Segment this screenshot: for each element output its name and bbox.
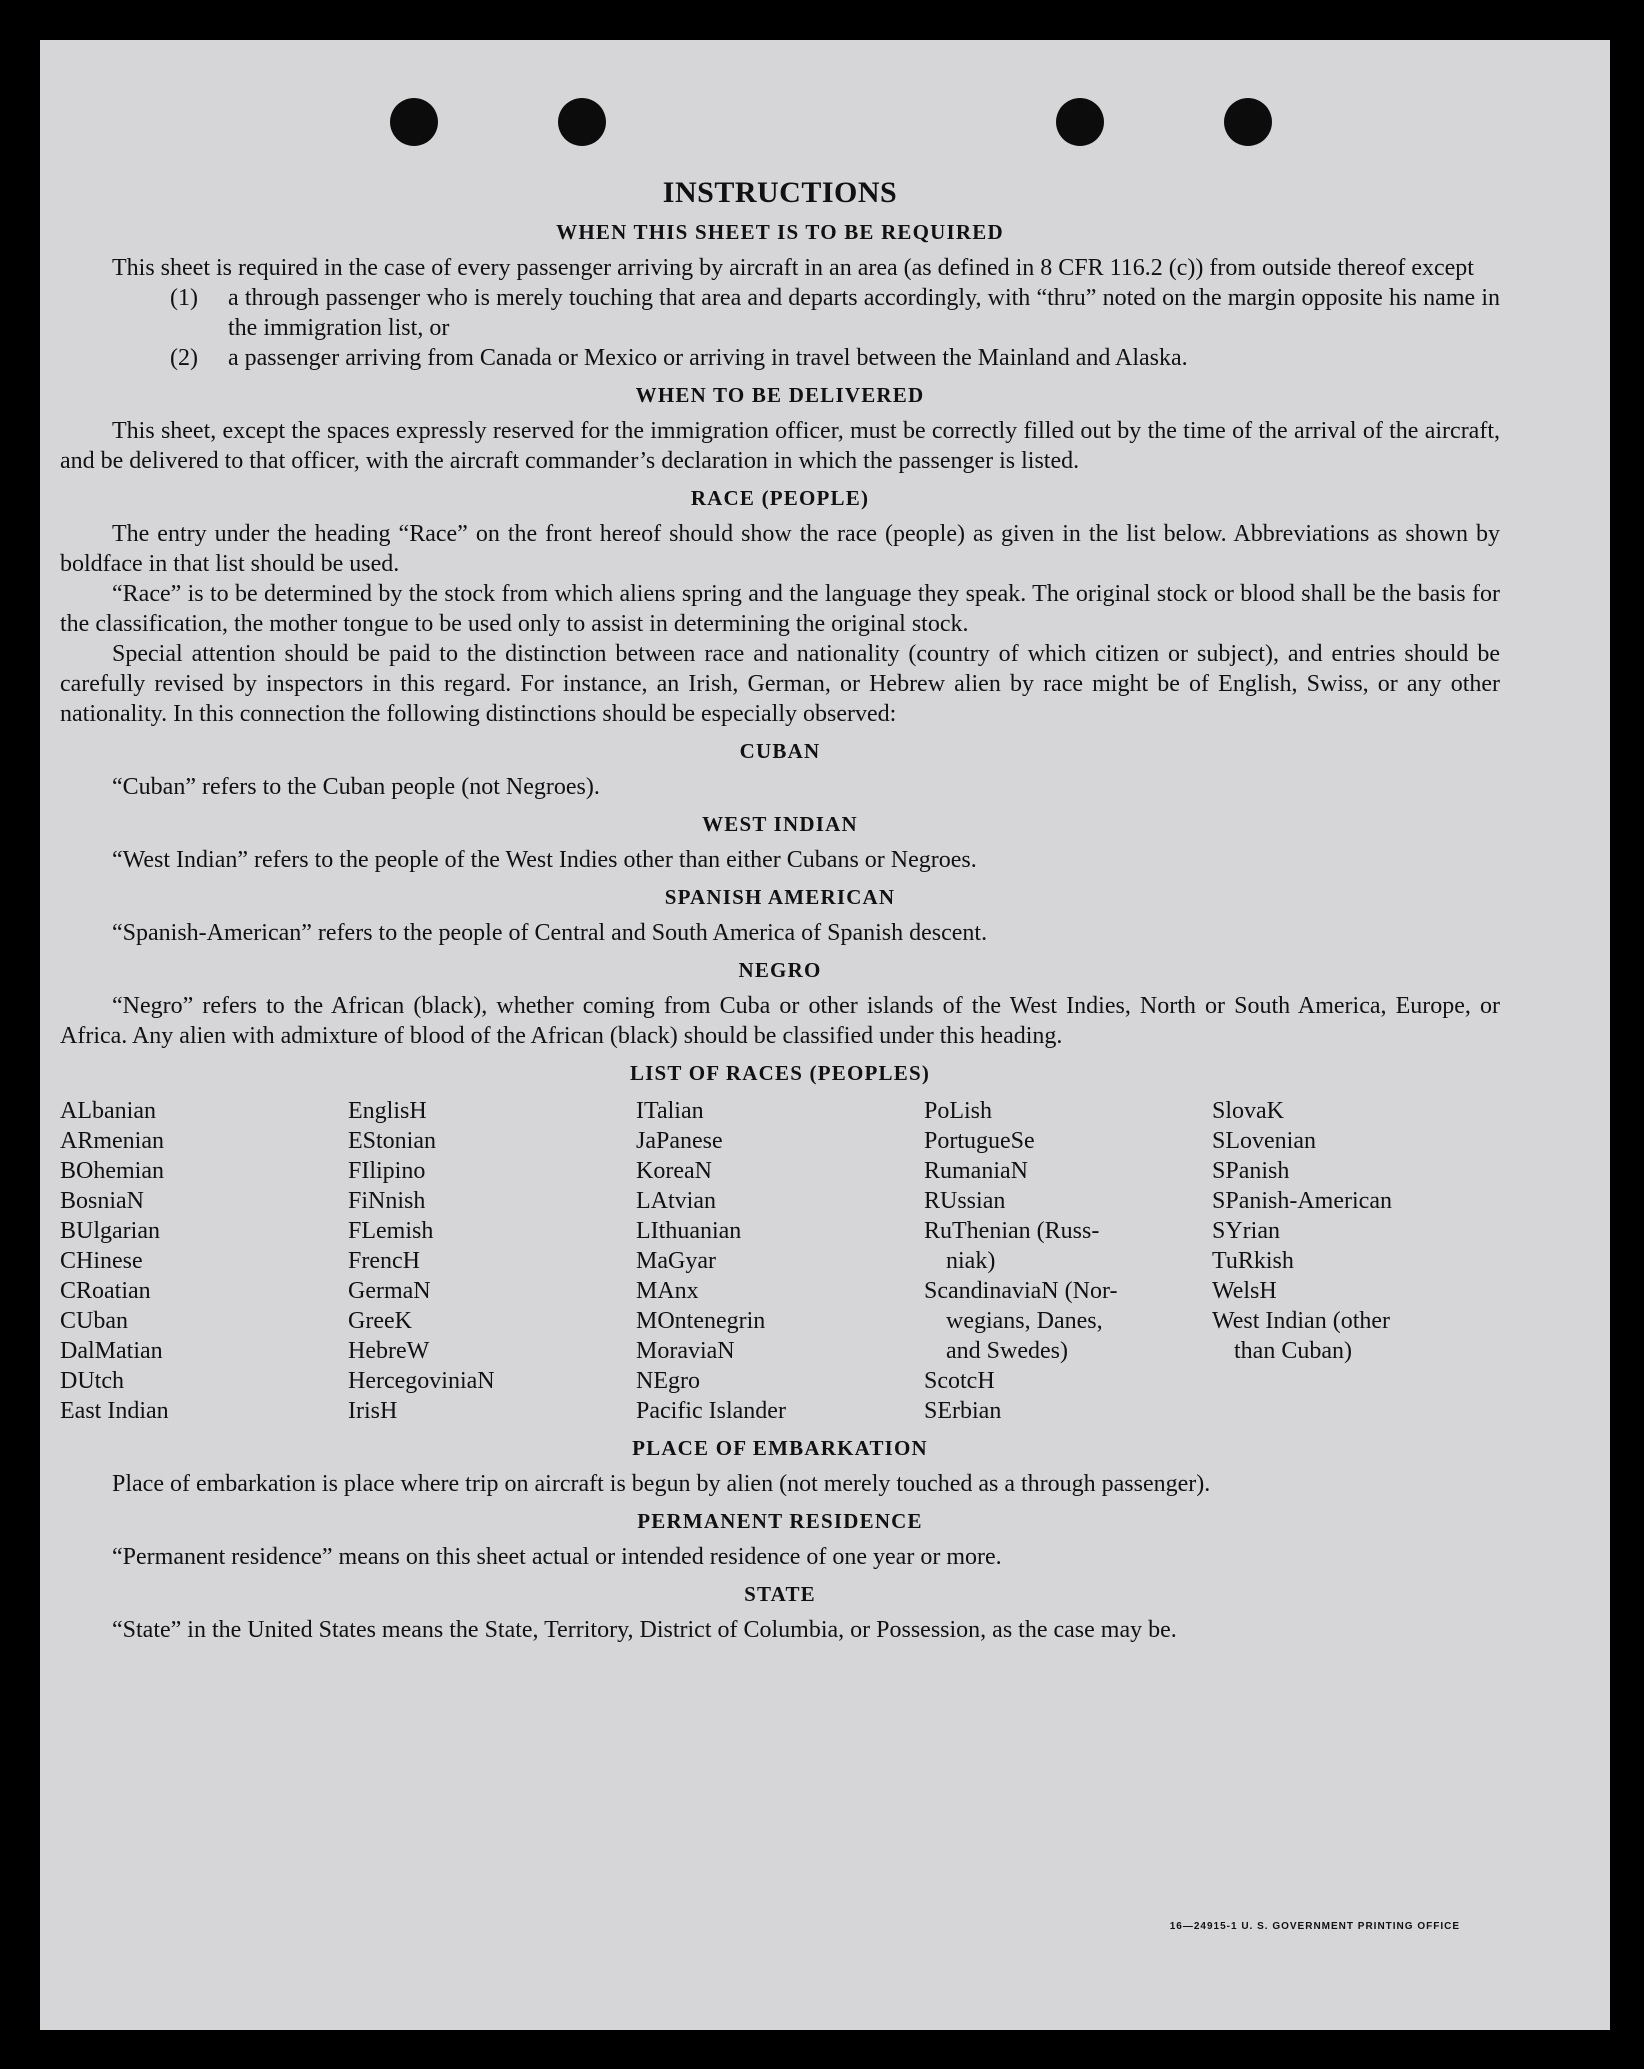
page-title: INSTRUCTIONS bbox=[662, 176, 898, 209]
race-paragraph-3: Special attention should be paid to the distinction between race and nationality (country of which citizen or subject), and entries should be carefully revised by inspectors in this regard. For instance, an Irish, German, or Hebrew alien by race might be of English, Swiss, or any other nationality. In this connection the following distinctions should be especially observed: bbox=[60, 641, 1500, 727]
required-intro: This sheet is required in the case of every passenger arriving by aircraft in an area (as defined in 8 CFR 116.2 (c)) from outside thereof except bbox=[112, 255, 1474, 281]
section-heading-negro: NEGRO bbox=[738, 958, 822, 982]
item-number: (2) bbox=[170, 345, 198, 371]
race-entry: DalMatian bbox=[60, 1338, 163, 1364]
race-entry: EStonian bbox=[348, 1128, 436, 1154]
document-body bbox=[60, 176, 1500, 1645]
delivered-text: This sheet, except the spaces expressly reserved for the immigration officer, must be correctly filled out by the time of the arrival of the aircraft, and be delivered to that officer, with the aircraft commander’s declaration in which the passenger is listed. bbox=[60, 418, 1500, 474]
state-text: “State” in the United States means the State, Territory, District of Columbia, or Possession, as the case may be. bbox=[112, 1617, 1177, 1643]
race-entry: ITalian bbox=[636, 1098, 704, 1124]
punch-hole bbox=[1056, 98, 1104, 146]
document-sheet bbox=[40, 40, 1610, 2030]
race-entry: ARmenian bbox=[60, 1128, 164, 1154]
race-entry: HercegoviniaN bbox=[348, 1368, 495, 1394]
residence-text: “Permanent residence” means on this sheet actual or intended residence of one year or more. bbox=[112, 1544, 1002, 1570]
race-entry: ScandinaviaN (Nor- bbox=[924, 1278, 1118, 1304]
spanish-american-text: “Spanish-American” refers to the people of Central and South America of Spanish descent. bbox=[112, 920, 988, 946]
section-heading-spanish-american: SPANISH AMERICAN bbox=[664, 885, 896, 909]
punch-hole bbox=[1224, 98, 1272, 146]
race-entry: MAnx bbox=[636, 1278, 699, 1304]
race-entry: ALbanian bbox=[60, 1098, 156, 1124]
required-item bbox=[170, 283, 1500, 343]
race-entry: RUssian bbox=[924, 1188, 1006, 1214]
race-list bbox=[60, 1096, 1500, 1426]
section-heading-state: STATE bbox=[744, 1582, 816, 1606]
race-entry: Pacific Islander bbox=[636, 1398, 786, 1424]
race-entry: PoLish bbox=[924, 1098, 993, 1124]
race-entry: SPanish-American bbox=[1212, 1188, 1392, 1214]
race-entry-continued: wegians, Danes, bbox=[946, 1308, 1103, 1334]
race-entry: SLovenian bbox=[1212, 1128, 1316, 1154]
race-entry-continued: niak) bbox=[946, 1248, 996, 1274]
race-entry: MoraviaN bbox=[636, 1338, 735, 1364]
race-entry: PortugueSe bbox=[924, 1128, 1035, 1154]
race-entry: NEgro bbox=[636, 1368, 700, 1394]
race-entry: ScotcH bbox=[924, 1368, 995, 1394]
race-entry: SYrian bbox=[1212, 1218, 1280, 1244]
west-indian-text: “West Indian” refers to the people of the West Indies other than either Cubans or Negroes. bbox=[112, 847, 977, 873]
race-entry: TuRkish bbox=[1212, 1248, 1294, 1274]
punch-hole bbox=[390, 98, 438, 146]
race-entry: CHinese bbox=[60, 1248, 143, 1274]
race-entry: CRoatian bbox=[60, 1278, 151, 1304]
race-entry: FrencH bbox=[348, 1248, 420, 1274]
race-entry: BosniaN bbox=[60, 1188, 144, 1214]
race-entry: BUlgarian bbox=[60, 1218, 160, 1244]
required-item bbox=[170, 343, 1500, 373]
embarkation-text: Place of embarkation is place where trip on aircraft is begun by alien (not merely touched as a through passenger). bbox=[112, 1471, 1211, 1497]
print-code: 16—24915-1 U. S. GOVERNMENT PRINTING OFFICE bbox=[1169, 1921, 1460, 1932]
race-entry: MOntenegrin bbox=[636, 1308, 766, 1334]
section-heading-race: RACE (PEOPLE) bbox=[690, 486, 870, 510]
race-entry: JaPanese bbox=[636, 1128, 723, 1154]
race-entry: West Indian (other bbox=[1212, 1308, 1391, 1334]
race-entry-continued: and Swedes) bbox=[946, 1338, 1068, 1364]
race-entry: HebreW bbox=[348, 1338, 430, 1364]
race-column bbox=[1212, 1096, 1500, 1426]
item-text: a through passenger who is merely touching that area and departs accordingly, with “thru” noted on the margin opposite his name in the immigration list, or bbox=[228, 285, 1500, 341]
race-entry: FLemish bbox=[348, 1218, 434, 1244]
race-entry: IrisH bbox=[348, 1398, 398, 1424]
race-column bbox=[636, 1096, 924, 1426]
race-entry: GreeK bbox=[348, 1308, 412, 1334]
section-heading-delivered: WHEN TO BE DELIVERED bbox=[635, 383, 925, 407]
race-entry: SlovaK bbox=[1212, 1098, 1284, 1124]
race-entry: RumaniaN bbox=[924, 1158, 1028, 1184]
race-entry-continued: than Cuban) bbox=[1234, 1338, 1352, 1364]
race-entry: MaGyar bbox=[636, 1248, 716, 1274]
race-paragraph-1: The entry under the heading “Race” on the front hereof should show the race (people) as given in the list below. Abbreviations as shown by boldface in that list should be used. bbox=[60, 521, 1500, 577]
race-paragraph-2: “Race” is to be determined by the stock from which aliens spring and the language they speak. The original stock or blood shall be the basis for the classification, the mother tongue to be used only to assist in determining the original stock. bbox=[60, 581, 1500, 637]
item-text: a passenger arriving from Canada or Mexico or arriving in travel between the Mainland and Alaska. bbox=[228, 345, 1188, 371]
race-entry: East Indian bbox=[60, 1398, 169, 1424]
race-column bbox=[924, 1096, 1212, 1426]
section-heading-residence: PERMANENT RESIDENCE bbox=[637, 1509, 923, 1533]
race-column bbox=[60, 1096, 348, 1426]
punch-hole bbox=[558, 98, 606, 146]
section-heading-cuban: CUBAN bbox=[739, 739, 821, 763]
race-entry: GermaN bbox=[348, 1278, 431, 1304]
race-entry: RuThenian (Russ- bbox=[924, 1218, 1100, 1244]
item-number: (1) bbox=[170, 285, 198, 311]
race-entry: BOhemian bbox=[60, 1158, 164, 1184]
race-entry: EnglisH bbox=[348, 1098, 427, 1124]
race-entry: WelsH bbox=[1212, 1278, 1277, 1304]
section-heading-race-list: LIST OF RACES (PEOPLES) bbox=[629, 1061, 931, 1085]
race-entry: SErbian bbox=[924, 1398, 1002, 1424]
race-entry: KoreaN bbox=[636, 1158, 712, 1184]
race-entry: SPanish bbox=[1212, 1158, 1290, 1184]
section-heading-required: WHEN THIS SHEET IS TO BE REQUIRED bbox=[556, 220, 1004, 244]
race-entry: LAtvian bbox=[636, 1188, 716, 1214]
negro-text: “Negro” refers to the African (black), whether coming from Cuba or other islands of the West Indies, North or South America, Europe, or Africa. Any alien with admixture of blood of the African (black) should be classified under this heading. bbox=[60, 993, 1500, 1049]
race-column bbox=[348, 1096, 636, 1426]
race-entry: FiNnish bbox=[348, 1188, 426, 1214]
race-entry: CUban bbox=[60, 1308, 128, 1334]
race-entry: LIthuanian bbox=[636, 1218, 742, 1244]
cuban-text: “Cuban” refers to the Cuban people (not Negroes). bbox=[112, 774, 600, 800]
race-entry: FIlipino bbox=[348, 1158, 426, 1184]
section-heading-west-indian: WEST INDIAN bbox=[702, 812, 858, 836]
race-entry: DUtch bbox=[60, 1368, 124, 1394]
section-heading-embarkation: PLACE OF EMBARKATION bbox=[632, 1436, 928, 1460]
